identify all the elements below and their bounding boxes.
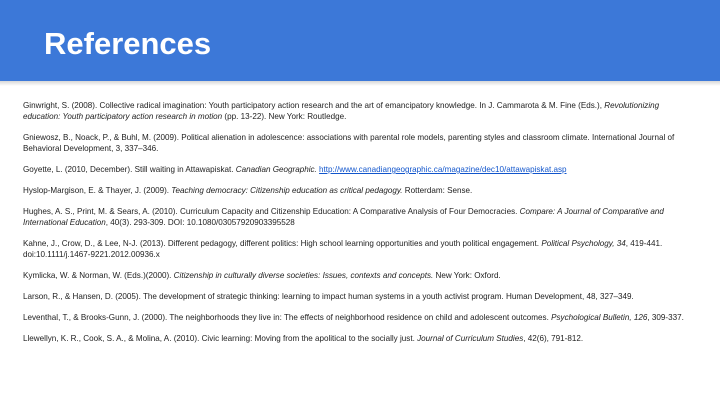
reference-source-title: Revolutionizing education: Youth participatory action research in motion — [23, 101, 660, 121]
reference-source-title: Psychological Bulletin, 126 — [551, 313, 648, 322]
reference-text-tail: , 419-441. doi:10.1111/j.1467-9221.2012.00936.x — [23, 239, 663, 259]
reference-item — [23, 185, 695, 196]
reference-text: Larson, R., & Hansen, D. (2005). The development of strategic thinking: learning to impact human systems in a youth activist program. Human Development, 48, 327–349. — [23, 292, 634, 301]
reference-source-title: Journal of Curriculum Studies — [417, 334, 524, 343]
reference-item — [23, 291, 695, 302]
reference-link[interactable]: http://www.canadiangeographic.ca/magazine/dec10/attawapiskat.asp — [319, 165, 567, 174]
reference-text-tail: Rotterdam: Sense. — [402, 186, 473, 195]
reference-text: Kymlicka, W. & Norman, W. (Eds.)(2000). — [23, 271, 174, 280]
reference-text: Kahne, J., Crow, D., & Lee, N-J. (2013). Different pedagogy, different politics: High school learning opportunities and youth political engagement. — [23, 239, 542, 248]
title-bar — [0, 0, 720, 81]
reference-source-title: Canadian Geographic. — [235, 165, 317, 174]
reference-source-title: Political Psychology, 34 — [541, 239, 626, 248]
reference-text-tail: , 309-337. — [647, 313, 684, 322]
reference-text-tail: (pp. 13-22). New York: Routledge. — [222, 112, 347, 121]
reference-text: Ginwright, S. (2008). Collective radical imagination: Youth participatory action research and the art of emancipatory knowledge. In J. Cammarota & M. Fine (Eds.), — [23, 101, 605, 110]
reference-text: Gniewosz, B., Noack, P., & Buhl, M. (2009). Political alienation in adolescence: associations with parental role models, parenting styles and classroom climate. International Journal of Behavioral Development, 3, 337–346. — [23, 133, 675, 153]
reference-text: Hyslop-Margison, E. & Thayer, J. (2009). — [23, 186, 172, 195]
reference-item — [23, 238, 695, 260]
reference-text: Goyette, L. (2010, December). Still waiting in Attawapiskat. — [23, 165, 236, 174]
reference-item — [23, 333, 695, 344]
reference-item — [23, 312, 695, 323]
slide-title: References — [44, 26, 212, 61]
reference-item — [23, 206, 695, 228]
reference-text-tail: , 40(3). 293-309. DOI: 10.1080/03057920903395528 — [105, 218, 295, 227]
reference-item — [23, 132, 695, 154]
reference-list — [23, 100, 695, 354]
reference-item — [23, 100, 695, 122]
reference-source-title: Teaching democracy: Citizenship education as critical pedagogy. — [171, 186, 403, 195]
reference-source-title: Citizenship in culturally diverse societies: Issues, contexts and concepts. — [173, 271, 434, 280]
reference-text: Leventhal, T., & Brooks-Gunn, J. (2000). The neighborhoods they live in: The effects of neighborhood residence on child and adolescent outcomes. — [23, 313, 552, 322]
reference-text: Llewellyn, K. R., Cook, S. A., & Molina, A. (2010). Civic learning: Moving from the apolitical to the socially just. — [23, 334, 418, 343]
reference-text-tail: , 42(6), 791-812. — [523, 334, 584, 343]
reference-source-title: Compare: A Journal of Comparative and International Education — [23, 207, 664, 227]
title-bar-shadow — [0, 81, 720, 86]
reference-item — [23, 270, 695, 281]
reference-text-tail: New York: Oxford. — [433, 271, 501, 280]
reference-text: Hughes, A. S., Print, M. & Sears, A. (2010). Curriculum Capacity and Citizenship Education: A Comparative Analysis of Four Democracies. — [23, 207, 520, 216]
reference-item — [23, 164, 695, 175]
